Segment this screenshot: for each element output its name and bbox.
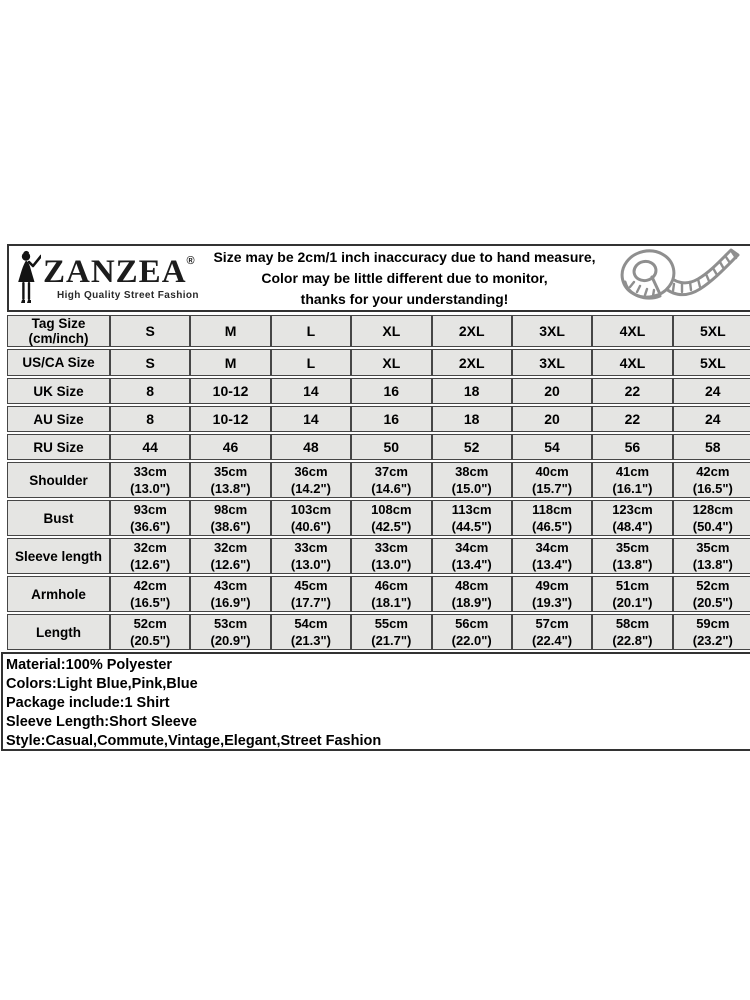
measurement-line: (14.6") (371, 481, 412, 496)
measurement-cell (673, 500, 750, 536)
size-cell: XL (351, 315, 431, 347)
measurement-line: (22.8") (612, 633, 653, 648)
measurement-cell (110, 462, 190, 498)
row-label-line: RU Size (33, 439, 84, 455)
size-cell: 14 (271, 378, 351, 404)
table-row (7, 576, 750, 612)
measurement-cell (110, 538, 190, 574)
row-label (7, 378, 110, 404)
measurement-line: (36.6") (130, 519, 171, 534)
row-label-line: Shoulder (29, 472, 88, 488)
measurement-cell (190, 576, 270, 612)
row-label-line: Bust (43, 510, 74, 526)
size-cell: 20 (512, 406, 592, 432)
measurement-cell (110, 576, 190, 612)
measurement-cell (190, 614, 270, 650)
size-cell: 54 (512, 434, 592, 460)
row-label-line: US/CA Size (22, 355, 95, 370)
size-cell: 4XL (592, 315, 672, 347)
measurement-line: 40cm (535, 464, 569, 479)
measurement-cell (190, 538, 270, 574)
table-row (7, 349, 750, 376)
measurement-cell (512, 538, 592, 574)
row-label-line: AU Size (33, 411, 84, 427)
size-cell: 4XL (592, 349, 672, 376)
measurement-line: (46.5") (532, 519, 573, 534)
measurement-line: (48.4") (612, 519, 653, 534)
measurement-line: 35cm (696, 540, 730, 555)
size-cell: M (190, 349, 270, 376)
measurement-line: (20.5") (692, 595, 733, 610)
measurement-line: 35cm (615, 540, 650, 555)
size-cell: 52 (432, 434, 512, 460)
measurement-cell (592, 500, 672, 536)
measurement-line: (38.6") (210, 519, 251, 534)
disclaimer-line: Color may be little different due to monitor, (261, 270, 548, 286)
measurement-line: 113cm (451, 502, 492, 517)
measurement-line: 41cm (615, 464, 650, 479)
measurement-line: (13.0") (371, 557, 412, 572)
size-cell: 18 (432, 378, 512, 404)
measurement-line: (42.5") (371, 519, 412, 534)
product-info-box (1, 652, 750, 751)
measurement-cell (512, 576, 592, 612)
size-cell: S (110, 315, 190, 347)
table-row (7, 500, 750, 536)
measurement-line: 45cm (294, 578, 328, 593)
row-label-line: (cm/inch) (28, 331, 89, 346)
row-label-line: Tag Size (31, 316, 86, 331)
row-label (7, 614, 110, 650)
measurement-cell (512, 614, 592, 650)
row-label (7, 315, 110, 347)
measurement-line: 103cm (290, 502, 332, 517)
measurement-line: 34cm (535, 540, 569, 555)
measurement-line: 53cm (213, 616, 248, 631)
measurement-cell (673, 614, 750, 650)
row-label-line: Armhole (31, 586, 86, 602)
size-cell: 20 (512, 378, 592, 404)
measurement-cell (592, 576, 672, 612)
product-info-line: Package include:1 Shirt (6, 695, 170, 711)
measurement-line: 52cm (133, 616, 167, 631)
measurement-cell (190, 462, 270, 498)
size-cell: M (190, 315, 270, 347)
measurement-cell (432, 500, 512, 536)
measurement-line: (13.4") (451, 557, 492, 572)
measurement-line: 128cm (692, 502, 734, 517)
measurement-line: (20.5") (130, 633, 171, 648)
measurement-cell (271, 576, 351, 612)
measurement-cell (110, 614, 190, 650)
measurement-line: (12.6") (210, 557, 251, 572)
row-label-line: Sleeve length (14, 548, 103, 564)
table-row (7, 315, 750, 347)
measurement-line: (50.4") (692, 519, 733, 534)
product-info-line: Sleeve Length:Short Sleeve (6, 714, 197, 730)
measurement-line: (19.3") (532, 595, 573, 610)
measurement-line: 98cm (213, 502, 248, 517)
disclaimer-line: thanks for your understanding! (300, 291, 509, 307)
measurement-line: (20.1") (612, 595, 653, 610)
measurement-line: 123cm (612, 502, 653, 517)
measurement-line: 33cm (294, 540, 328, 555)
size-cell: 46 (190, 434, 270, 460)
size-cell: 5XL (673, 315, 750, 347)
measurement-line: (13.4") (532, 557, 573, 572)
size-cell: 22 (592, 378, 672, 404)
measurement-line: 54cm (294, 616, 328, 631)
measurement-line: (16.1") (612, 481, 653, 496)
table-row (7, 614, 750, 650)
measurement-line: (21.3") (290, 633, 331, 648)
measurement-line: 58cm (615, 616, 650, 631)
size-cell: L (271, 315, 351, 347)
size-table-body (7, 315, 750, 650)
measurement-line: (12.6") (130, 557, 171, 572)
size-cell: 56 (592, 434, 672, 460)
measurement-line: 43cm (213, 578, 248, 593)
table-row (7, 434, 750, 460)
product-info-line: Colors:Light Blue,Pink,Blue (6, 676, 198, 692)
brand-name: ZANZEA (43, 254, 187, 290)
measurement-cell (432, 538, 512, 574)
measurement-cell (432, 576, 512, 612)
measurement-line: (18.1") (371, 595, 412, 610)
row-label (7, 576, 110, 612)
measurement-line: (21.7") (371, 633, 412, 648)
measurement-line: 35cm (213, 464, 248, 479)
table-row (7, 462, 750, 498)
woman-fashion-silhouette-icon (15, 249, 41, 307)
measurement-cell (351, 538, 431, 574)
measurement-line: (40.6") (290, 519, 331, 534)
size-cell: 44 (110, 434, 190, 460)
size-cell: 14 (271, 406, 351, 432)
measurement-line: (13.8") (692, 557, 733, 572)
measurement-cell (351, 576, 431, 612)
measurement-cell (351, 500, 431, 536)
table-row (7, 538, 750, 574)
measurement-cell (673, 538, 750, 574)
measurement-line: (13.8") (210, 481, 251, 496)
brand-logo (9, 249, 205, 307)
measurement-line: 33cm (374, 540, 408, 555)
measurement-cell (271, 614, 351, 650)
measurement-line: (17.7") (290, 595, 331, 610)
measurement-cell (432, 462, 512, 498)
measurement-cell (351, 462, 431, 498)
measurement-cell (592, 538, 672, 574)
measurement-line: 32cm (213, 540, 248, 555)
row-label (7, 538, 110, 574)
measurement-line: (44.5") (451, 519, 492, 534)
measurement-line: (15.0") (451, 481, 492, 496)
measurement-line: 55cm (374, 616, 408, 631)
measurement-cell (190, 500, 270, 536)
measurement-cell (592, 462, 672, 498)
brand-tagline: High Quality Street Fashion (57, 290, 199, 301)
brand-text-stack (43, 255, 199, 301)
size-cell: 18 (432, 406, 512, 432)
measurement-line: (16.9") (210, 595, 251, 610)
measurement-cell (351, 614, 431, 650)
size-cell: L (271, 349, 351, 376)
product-info-line: Style:Casual,Commute,Vintage,Elegant,Street Fashion (6, 733, 382, 749)
measurement-line: (22.0") (451, 633, 492, 648)
table-row (7, 378, 750, 404)
registered-trademark: ® (186, 255, 195, 267)
size-cell: 22 (592, 406, 672, 432)
measurement-line: (14.2") (290, 481, 331, 496)
size-cell: 10-12 (190, 378, 270, 404)
measurement-line: (20.9") (210, 633, 251, 648)
measurement-line: 46cm (374, 578, 408, 593)
measurement-line: (18.9") (451, 595, 492, 610)
row-label (7, 406, 110, 432)
table-row (7, 406, 750, 432)
measurement-cell (432, 614, 512, 650)
measurement-line: 42cm (133, 578, 167, 593)
measurement-line: 36cm (294, 464, 328, 479)
measurement-line: 42cm (696, 464, 730, 479)
measurement-line: (22.4") (532, 633, 573, 648)
row-label (7, 500, 110, 536)
size-cell: 2XL (432, 349, 512, 376)
size-cell: 16 (351, 406, 431, 432)
measurement-cell (512, 462, 592, 498)
measurement-line: (13.8") (612, 557, 653, 572)
measurement-line: 57cm (535, 616, 569, 631)
disclaimer-text (205, 246, 604, 310)
measurement-line: 56cm (455, 616, 489, 631)
measurement-line: 38cm (455, 464, 489, 479)
size-cell: 58 (673, 434, 750, 460)
size-cell: 24 (673, 406, 750, 432)
measurement-line: (13.0") (130, 481, 171, 496)
measurement-cell (512, 500, 592, 536)
measurement-cell (271, 538, 351, 574)
size-cell: 3XL (512, 315, 592, 347)
measurement-line: (15.7") (532, 481, 573, 496)
size-cell: XL (351, 349, 431, 376)
size-cell: 50 (351, 434, 431, 460)
row-label (7, 434, 110, 460)
measurement-line: 49cm (535, 578, 569, 593)
measurement-line: 33cm (133, 464, 167, 479)
measurement-line: 48cm (455, 578, 489, 593)
measurement-line: 34cm (455, 540, 489, 555)
row-label (7, 462, 110, 498)
size-cell: 8 (110, 378, 190, 404)
measurement-line: 52cm (696, 578, 730, 593)
measurement-cell (271, 500, 351, 536)
measurement-line: 93cm (133, 502, 167, 517)
measurement-line: 37cm (374, 464, 408, 479)
size-cell: 10-12 (190, 406, 270, 432)
measurement-cell (592, 614, 672, 650)
measurement-line: 118cm (532, 502, 572, 517)
size-cell: 2XL (432, 315, 512, 347)
measurement-cell (110, 500, 190, 536)
size-cell: 16 (351, 378, 431, 404)
measurement-line: 108cm (371, 502, 412, 517)
row-label-line: Length (36, 624, 81, 640)
measurement-line: (13.0") (290, 557, 331, 572)
product-info-line: Material:100% Polyester (6, 657, 173, 673)
measurement-line: (16.5") (692, 481, 733, 496)
measurement-cell (673, 576, 750, 612)
size-cell: 3XL (512, 349, 592, 376)
measurement-cell (673, 462, 750, 498)
disclaimer-line: Size may be 2cm/1 inch inaccuracy due to hand measure, (213, 249, 596, 265)
measurement-line: 32cm (133, 540, 167, 555)
size-cell: 48 (271, 434, 351, 460)
size-cell: 24 (673, 378, 750, 404)
size-cell: S (110, 349, 190, 376)
measurement-cell (271, 462, 351, 498)
size-table (7, 313, 750, 652)
measuring-tape-icon (612, 247, 746, 309)
measurement-line: (23.2") (692, 633, 733, 648)
row-label (7, 349, 110, 376)
size-cell: 8 (110, 406, 190, 432)
measurement-line: (16.5") (130, 595, 171, 610)
measurement-line: 51cm (615, 578, 650, 593)
size-cell: 5XL (673, 349, 750, 376)
row-label-line: UK Size (33, 383, 84, 399)
measurement-line: 59cm (696, 616, 730, 631)
